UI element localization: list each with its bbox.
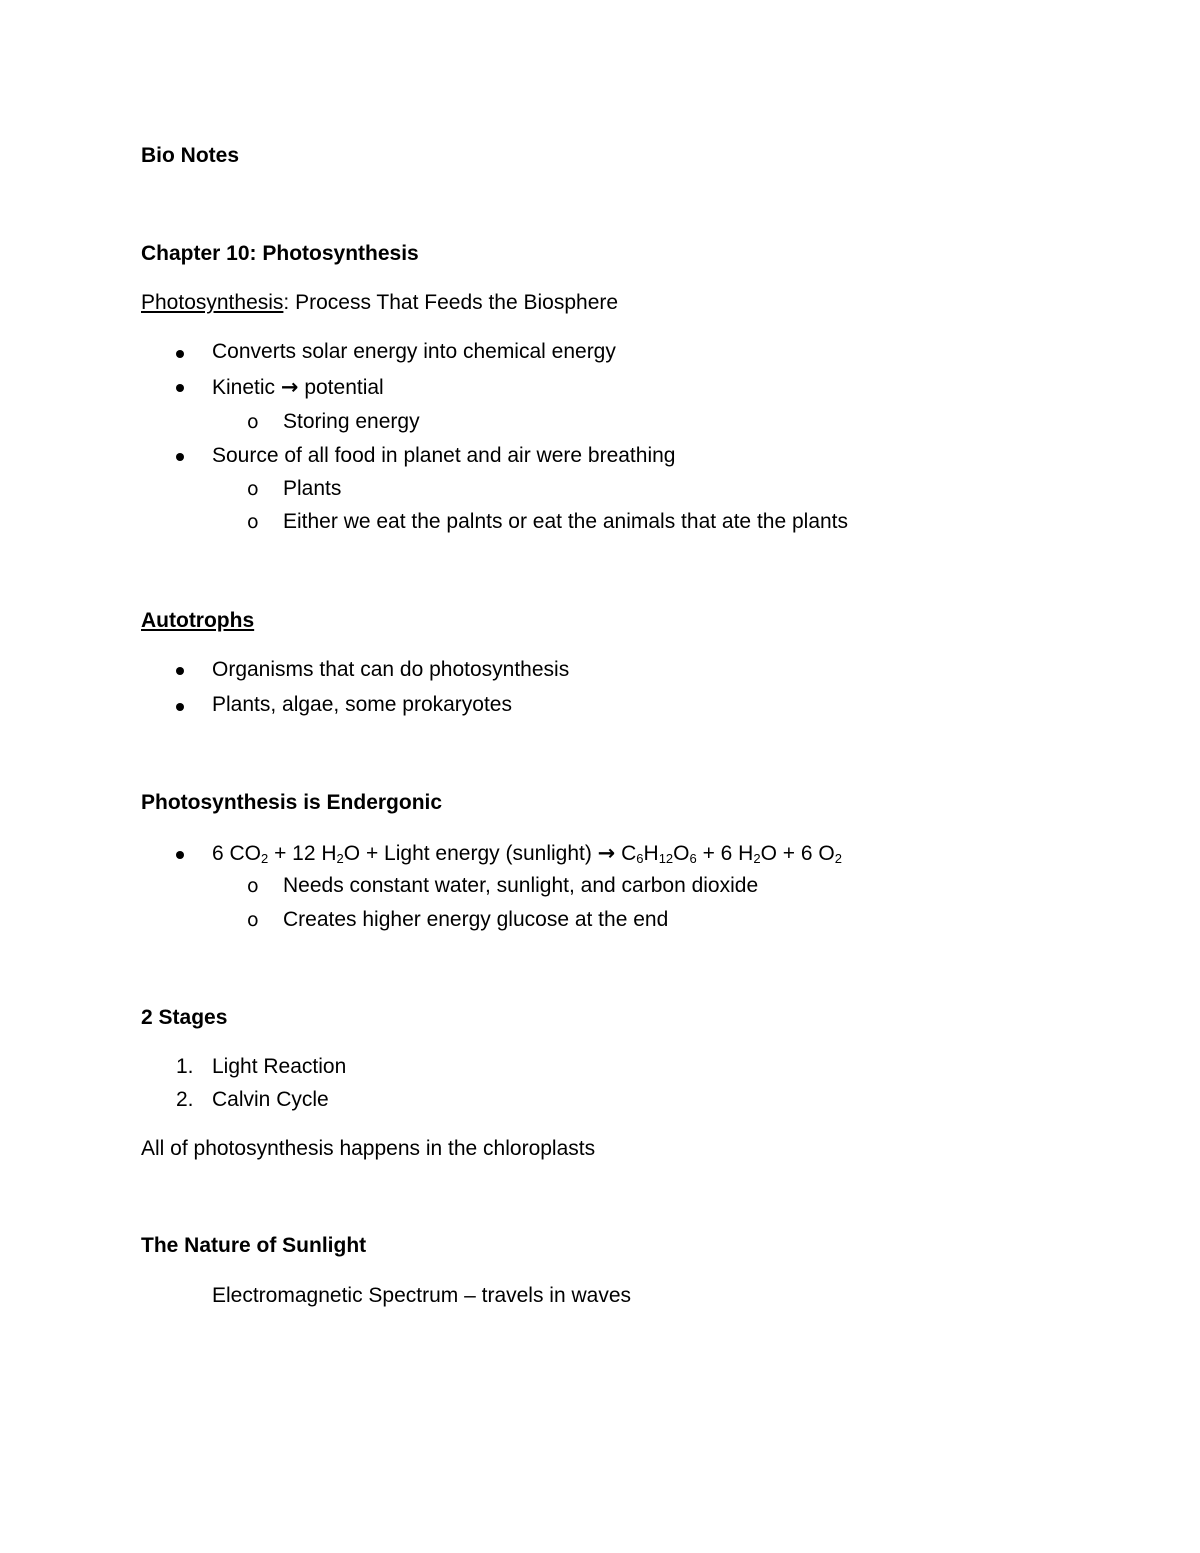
eq-sub: 2 [261, 851, 269, 866]
stage-calvin-cycle: Calvin Cycle [212, 1088, 329, 1111]
right-arrow-icon: → [280, 375, 299, 399]
eq-part: C [615, 842, 637, 865]
bullet-dot [176, 453, 184, 461]
intro-definition: Process That Feeds the Biosphere [289, 291, 619, 314]
autotrophs-heading: Autotrophs [141, 609, 255, 632]
endergonic-heading: Photosynthesis is Endergonic [141, 791, 443, 814]
stage-light-reaction: Light Reaction [212, 1055, 347, 1078]
sub-bullet-marker: o [247, 478, 259, 500]
bullet-organisms: Organisms that can do photosynthesis [212, 658, 570, 681]
bullet-plants-algae: Plants, algae, some prokaryotes [212, 693, 512, 716]
bullet-converts: Converts solar energy into chemical energy [212, 340, 616, 363]
chloroplast-note: All of photosynthesis happens in the chloroplasts [141, 1137, 596, 1160]
potential-text: potential [298, 376, 384, 399]
intro-line [141, 290, 618, 316]
bullet-kinetic [212, 374, 384, 401]
sunlight-heading: The Nature of Sunlight [141, 1234, 367, 1257]
bullet-dot [176, 667, 184, 675]
list-number: 1. [176, 1055, 194, 1078]
eq-part: + 6 H [696, 842, 754, 865]
sub-bullet-needs: Needs constant water, sunlight, and carbon dioxide [283, 874, 759, 897]
list-number: 2. [176, 1088, 194, 1111]
sub-bullet-plants: Plants [283, 477, 342, 500]
eq-part: + 12 H [268, 842, 337, 865]
chapter-title: Chapter 10: Photosynthesis [141, 242, 419, 265]
sub-bullet-storing: Storing energy [283, 410, 420, 433]
intro-colon: : [283, 291, 290, 314]
spectrum-line: Electromagnetic Spectrum – travels in waves [212, 1284, 632, 1307]
bullet-dot [176, 851, 184, 859]
stages-heading: 2 Stages [141, 1006, 228, 1029]
eq-sub: 2 [753, 851, 761, 866]
sub-bullet-creates: Creates higher energy glucose at the end [283, 908, 669, 931]
eq-part: 6 CO [212, 842, 262, 865]
sub-bullet-either: Either we eat the palnts or eat the animals that ate the plants [283, 510, 849, 533]
sub-bullet-marker: o [247, 909, 259, 931]
bullet-source: Source of all food in planet and air were breathing [212, 444, 676, 467]
intro-term: Photosynthesis [141, 291, 284, 314]
eq-sub: 12 [658, 851, 674, 866]
right-arrow-icon: → [597, 841, 616, 865]
equation [212, 840, 842, 867]
sub-bullet-marker: o [247, 875, 259, 897]
kinetic-text: Kinetic [212, 376, 281, 399]
eq-part: O [673, 842, 690, 865]
sub-bullet-marker: o [247, 511, 259, 533]
eq-sub: 6 [636, 851, 644, 866]
eq-part: O + 6 O [760, 842, 835, 865]
sub-bullet-marker: o [247, 411, 259, 433]
doc-title: Bio Notes [141, 144, 240, 167]
bullet-dot [176, 350, 184, 358]
eq-sub: 2 [834, 851, 842, 866]
eq-part: H [643, 842, 659, 865]
eq-sub: 6 [689, 851, 697, 866]
bullet-dot [176, 703, 184, 711]
eq-part: O + Light energy (sunlight) [343, 842, 598, 865]
bullet-dot [176, 384, 184, 392]
eq-sub: 2 [336, 851, 344, 866]
